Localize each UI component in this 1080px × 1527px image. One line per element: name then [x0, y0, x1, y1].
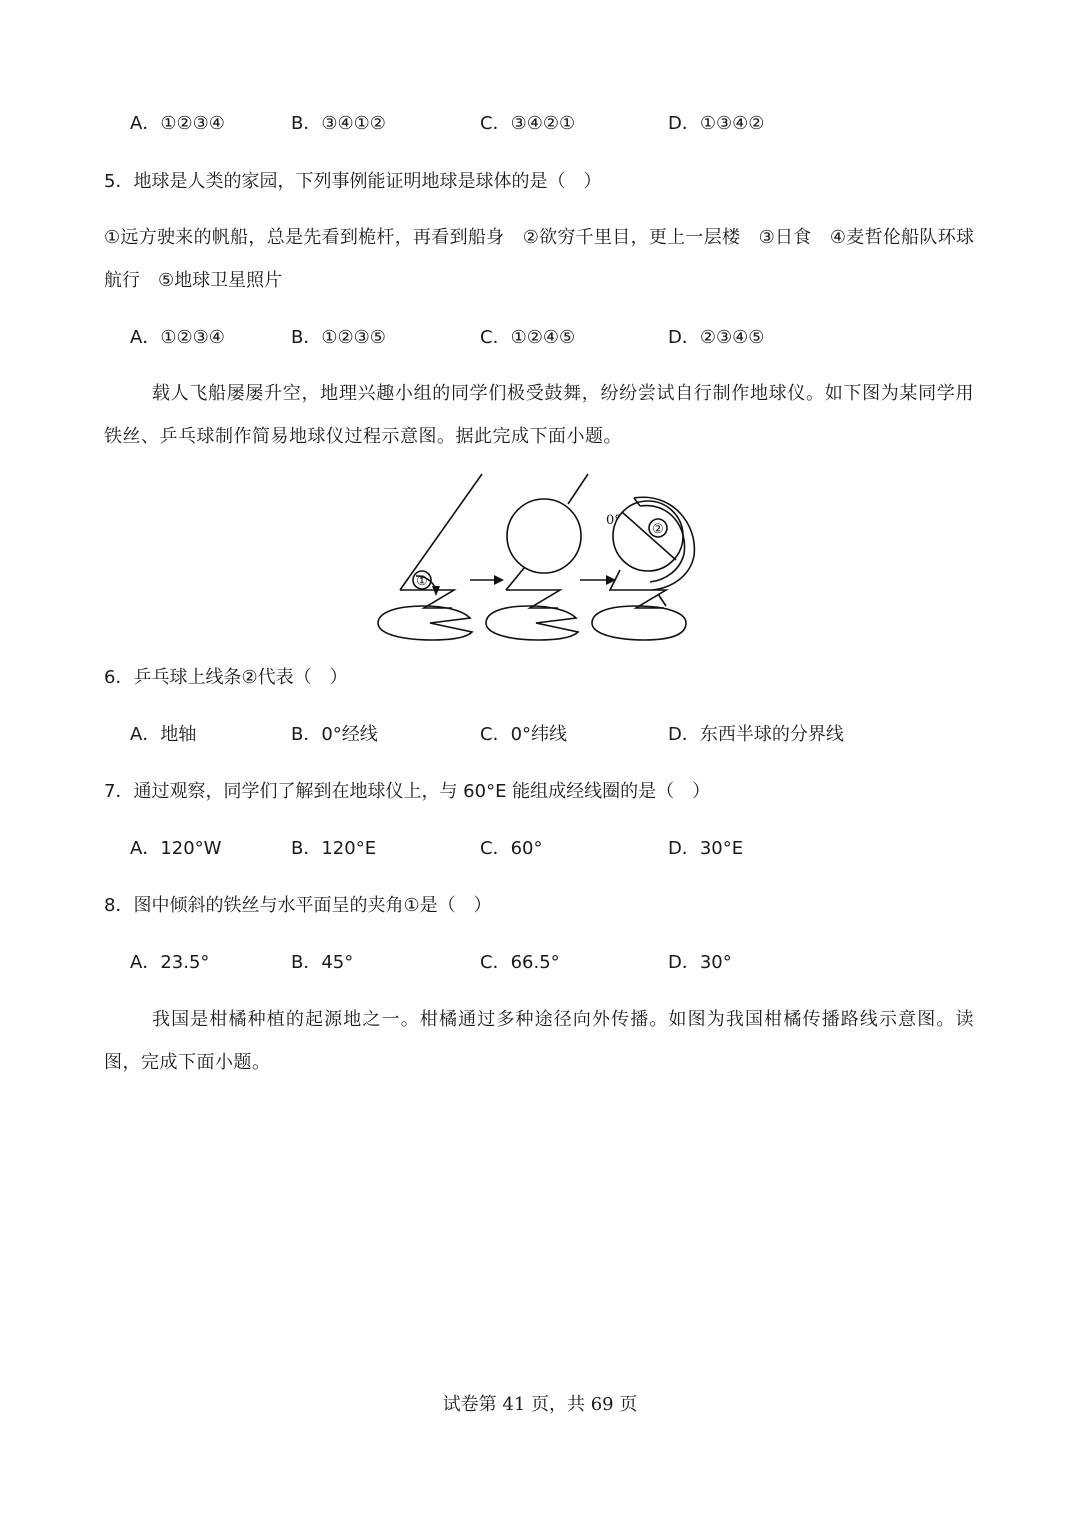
- angle-label: ①: [416, 574, 428, 589]
- q8-option-c: C．66.5°: [480, 952, 560, 973]
- passage-citrus: 我国是柑橘种植的起源地之一。柑橘通过多种途径向外传播。如图为我国柑橘传播路线示意图。读图，完成下面小题。: [104, 1009, 974, 1073]
- stand-base-2: [486, 606, 578, 640]
- q7-stem: 7．通过观察，同学们了解到在地球仪上，与 60°E 能组成经线圈的是（ ）: [104, 781, 711, 802]
- q5-stem: 5．地球是人类的家园，下列事例能证明地球是球体的是（ ）: [104, 171, 602, 192]
- stand-base-3: [592, 606, 686, 640]
- q7-option-a: A．120°W: [130, 838, 222, 859]
- arrow-1-head: [494, 575, 504, 585]
- q6-option-d: D．东西半球的分界线: [668, 724, 844, 745]
- line-label: ②: [652, 522, 664, 537]
- q5-option-c: C．①②④⑤: [480, 327, 576, 348]
- q6-option-a: A．地轴: [130, 724, 197, 745]
- q5-option-b: B．①②③⑤: [291, 327, 386, 348]
- globe-making-figure: [372, 468, 702, 652]
- q8-stem: 8．图中倾斜的铁丝与水平面呈的夹角①是（ ）: [104, 895, 492, 916]
- arrow-2-head: [606, 575, 616, 585]
- ring-tick: [658, 594, 666, 606]
- page-footer: 试卷第 41 页，共 69 页: [442, 1394, 638, 1415]
- q5-option-d: D．②③④⑤: [668, 327, 765, 348]
- q8-option-b: B．45°: [291, 952, 354, 973]
- q5-option-a: A．①②③④: [130, 327, 225, 348]
- passage-globe: 载人飞船屡屡升空，地理兴趣小组的同学们极受鼓舞，纷纷尝试自行制作地球仪。如下图为某同学用铁丝、乒乓球制作简易地球仪过程示意图。据此完成下面小题。: [104, 383, 974, 447]
- ping-pong-ball: [507, 499, 581, 573]
- stand-base-1: [378, 606, 472, 640]
- globe-diagram: [372, 468, 702, 648]
- inclined-wire: [400, 474, 482, 590]
- q4-option-a: A．①②③④: [130, 113, 225, 134]
- q4-option-d: D．①③④②: [668, 113, 765, 134]
- axis-wire-2-lower: [506, 568, 524, 590]
- zero-degree-label: 0°: [606, 513, 621, 528]
- q6-option-b: B．0°经线: [291, 724, 378, 745]
- q6-option-c: C．0°纬线: [480, 724, 568, 745]
- meridian-line-2: [622, 512, 676, 560]
- axis-wire-2: [568, 474, 588, 504]
- q8-option-d: D．30°: [668, 952, 732, 973]
- q5-statements: ①远方驶来的帆船，总是先看到桅杆，再看到船身 ②欲穷千里目，更上一层楼 ③日食 ④麦哲伦船队环球航行 ⑤地球卫星照片: [104, 227, 974, 291]
- q7-option-b: B．120°E: [291, 838, 377, 859]
- q7-option-c: C．60°: [480, 838, 543, 859]
- q6-stem: 6．乒乓球上线条②代表（ ）: [104, 667, 348, 688]
- angle-arrowhead: [432, 586, 440, 596]
- q4-option-b: B．③④①②: [291, 113, 386, 134]
- q8-option-a: A．23.5°: [130, 952, 210, 973]
- q7-option-d: D．30°E: [668, 838, 744, 859]
- q4-option-c: C．③④②①: [480, 113, 576, 134]
